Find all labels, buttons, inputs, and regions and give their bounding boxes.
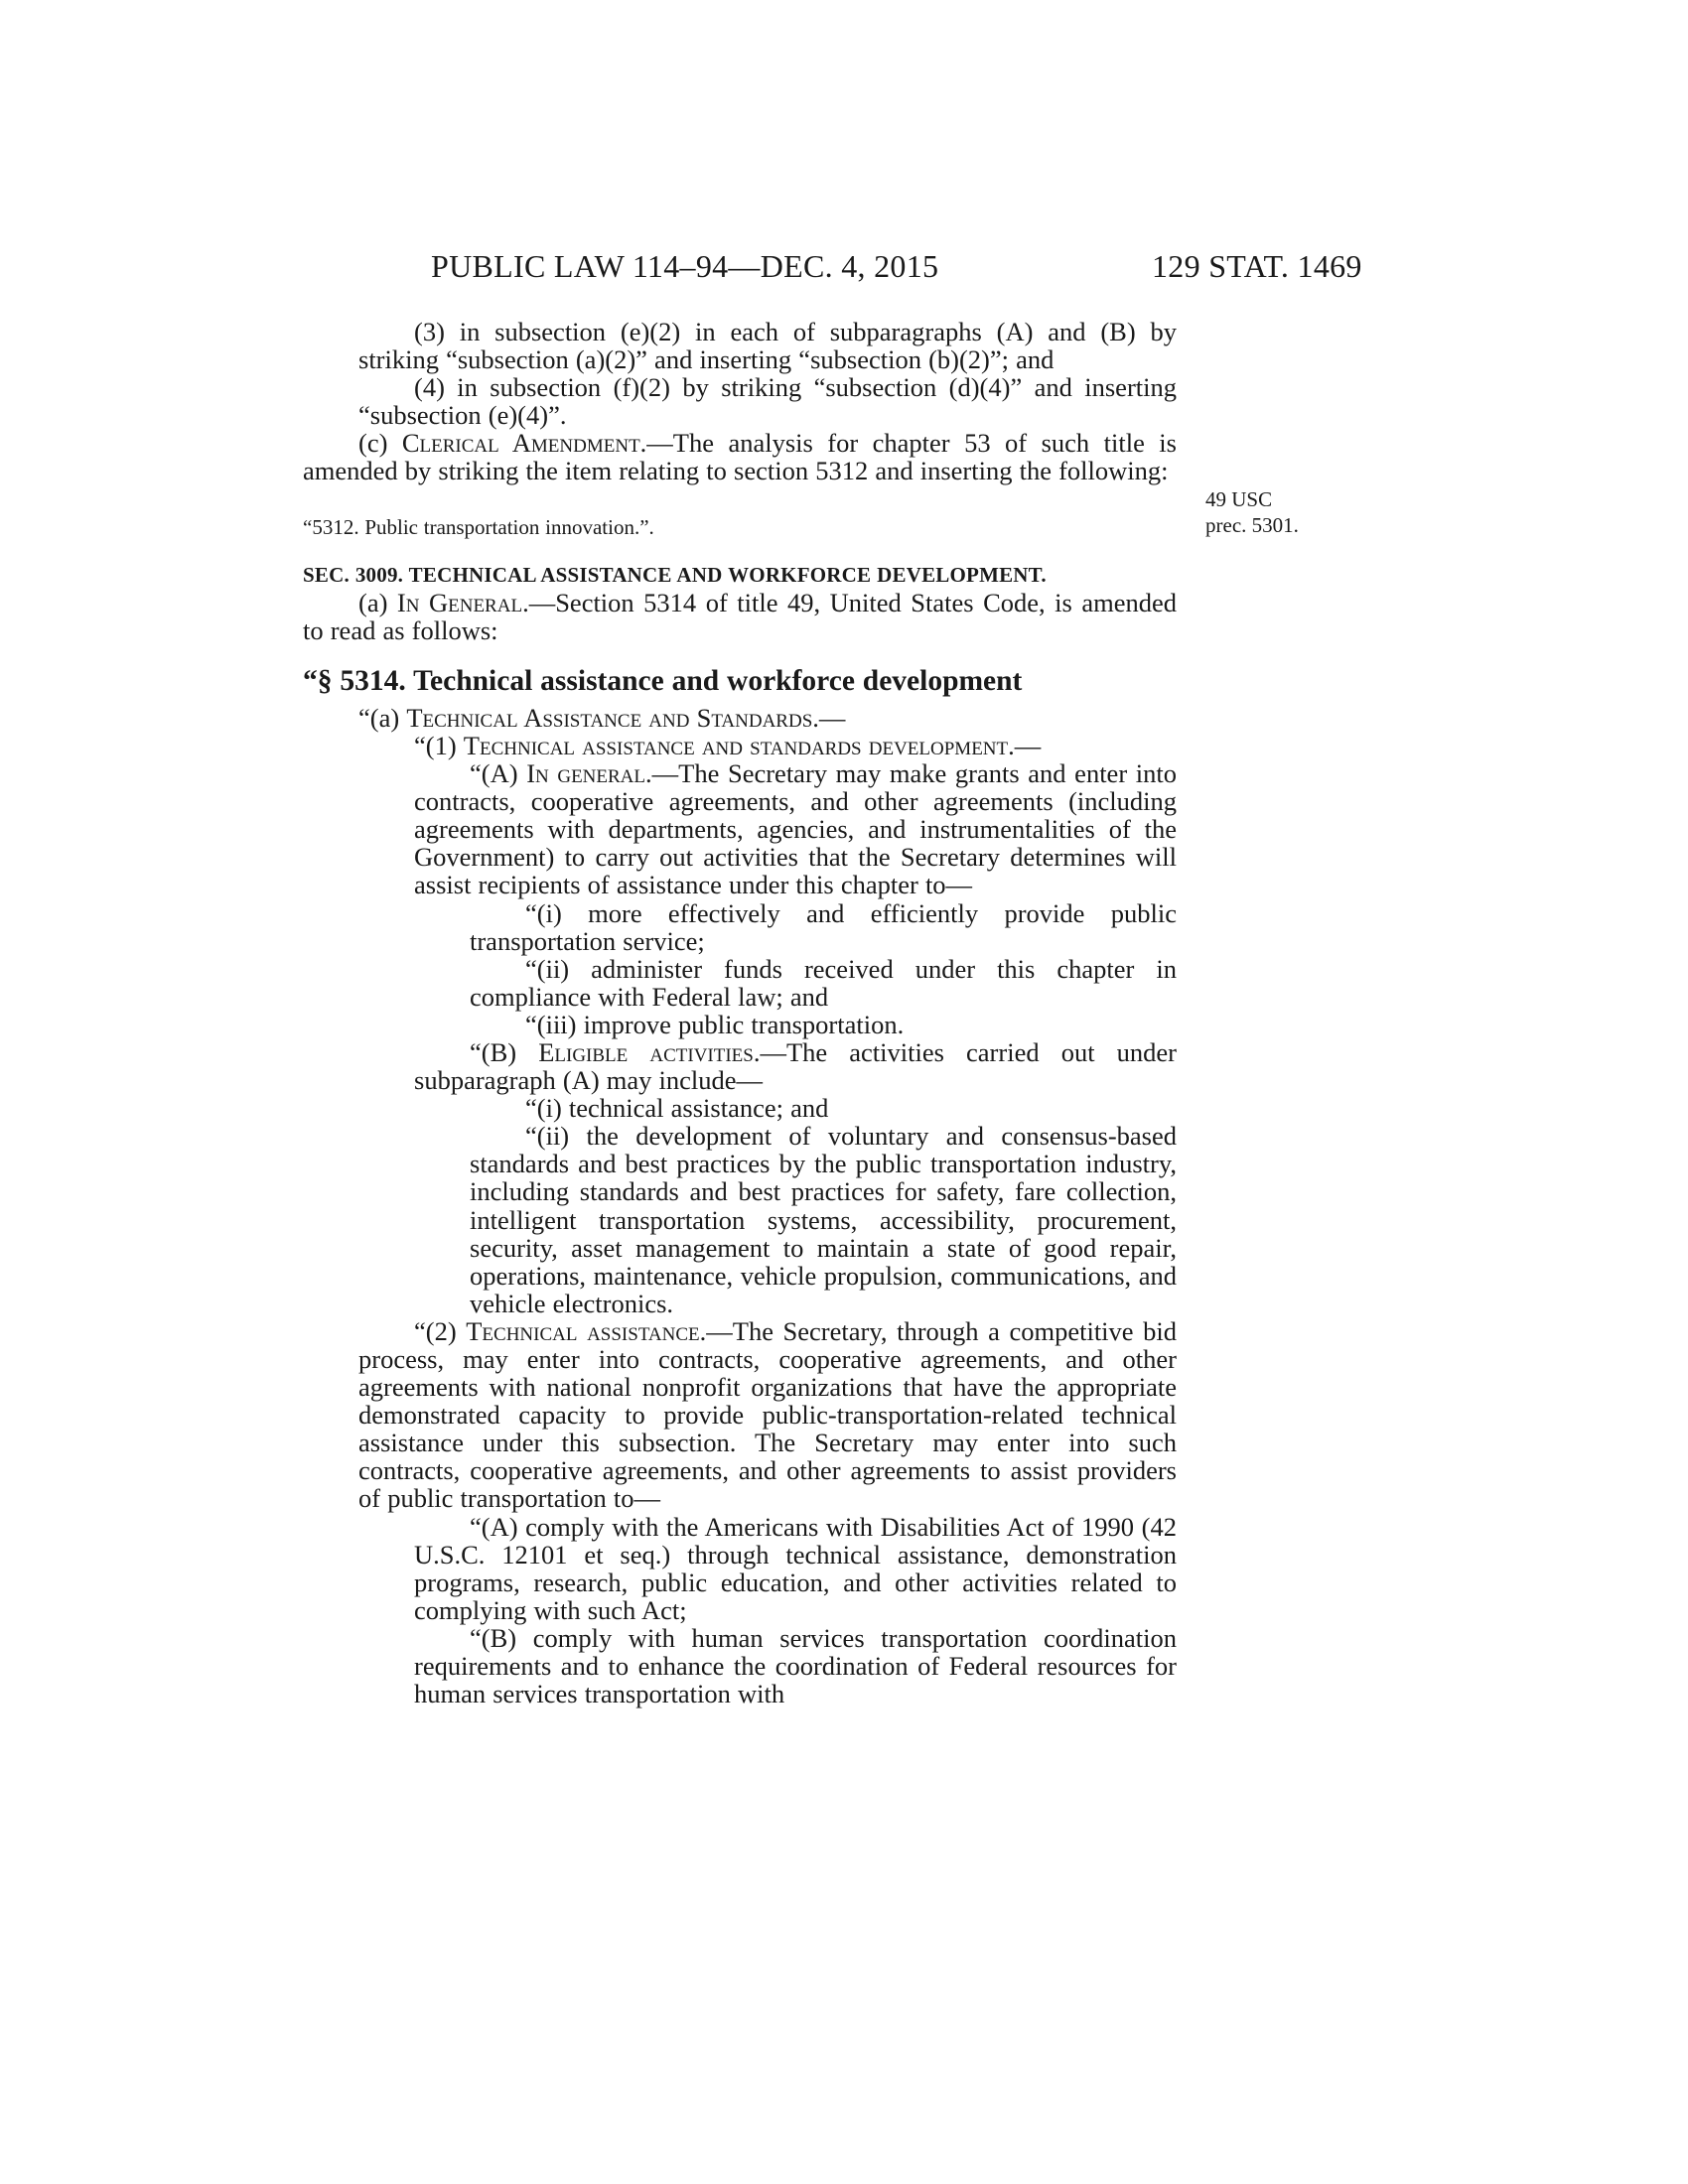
clause-iii: “(iii) improve public transportation.	[525, 1009, 905, 1039]
clause-b-ii: “(ii) the development of voluntary and consensus-based standards and best practices by the public transportation industry, including standards and best practices for safety, fare collection, intelligent transportation systems, accessibility, procurement, security, asset management to maintain a state of good repair, operations, maintenance, vehicle propulsion, communications, and vehicle electronics.	[470, 1121, 1177, 1318]
paragraph-a2	[303, 1317, 1177, 1513]
body-text	[303, 318, 1177, 1707]
clause-ii: “(ii) administer funds received under this chapter in compliance with Federal law; and	[470, 953, 1177, 1012]
paragraph-c-text: .—The analysis for chapter 53 of such title is amended by striking the item relating to section 5312 and inserting the following:	[303, 428, 1177, 486]
subparagraph-a1b-label: “(B)	[470, 1036, 539, 1067]
clause-b-i: “(i) technical assistance; and	[525, 1093, 829, 1124]
subparagraph-a2b: “(B) comply with human services transportation coordination requirements and to enhance the coordination of Federal resources for human services transportation with	[414, 1622, 1177, 1709]
margin-note-line1: 49 USC	[1205, 487, 1273, 511]
clause-i: “(i) more effectively and efficiently provide public transportation service;	[470, 897, 1177, 956]
toc-item: “5312. Public transportation innovation.”.	[303, 514, 654, 539]
paragraph-a1-heading: Technical assistance and standards development	[463, 730, 1009, 760]
paragraph-c-clerical	[303, 429, 1177, 484]
paragraph-a1	[303, 732, 1177, 759]
paragraph-a-label: (a)	[358, 587, 397, 617]
subparagraph-a2a: “(A) comply with the Americans with Disabilities Act of 1990 (42 U.S.C. 12101 et seq.) through technical assistance, demonstration programs, research, public education, and other activities related to complying with such Act;	[414, 1511, 1177, 1625]
paragraph-a1-text: .—	[1008, 730, 1042, 760]
paragraph-a-text: .—Section 5314 of title 49, United States Code, is amended to read as follows:	[303, 587, 1177, 645]
subparagraph-a1b-text: .—The activities carried out under subparagraph (A) may include—	[414, 1036, 1177, 1096]
paragraph-4: (4) in subsection (f)(2) by striking “subsection (d)(4)” and inserting “subsection (e)(4)”.	[358, 372, 1177, 431]
subsection-a	[303, 704, 1177, 732]
paragraph-3: (3) in subsection (e)(2) in each of subparagraphs (A) and (B) by striking “subsection (a)(2)” and inserting “subsection (b)(2)”; and	[358, 317, 1177, 375]
subsection-a-label: “(a)	[358, 702, 407, 733]
section-heading: SEC. 3009. TECHNICAL ASSISTANCE AND WORKFORCE DEVELOPMENT.	[303, 562, 1047, 587]
subparagraph-a1a-label: “(A)	[470, 758, 527, 789]
subparagraph-a1a	[303, 759, 1177, 898]
margin-note	[1205, 486, 1299, 538]
page-number: 129 STAT. 1469	[1152, 248, 1362, 284]
paragraph-a2-heading: Technical assistance	[466, 1315, 700, 1346]
paragraph-a-general	[303, 589, 1177, 644]
subsection-a-text: .—	[812, 702, 846, 733]
subparagraph-a1a-heading: In general	[526, 758, 646, 789]
running-header	[0, 248, 1688, 288]
section-5314-title: “§ 5314. Technical assistance and workforce development	[303, 664, 1023, 697]
paragraph-c-heading: Clerical Amendment	[401, 428, 640, 459]
subparagraph-a1b	[303, 1038, 1177, 1094]
subsection-a-heading: Technical Assistance and Standards	[406, 702, 813, 733]
running-title: PUBLIC LAW 114–94—DEC. 4, 2015	[431, 248, 939, 284]
paragraph-a1-label: “(1)	[414, 730, 464, 760]
paragraph-a-heading: In General	[396, 587, 523, 617]
paragraph-c-label: (c)	[358, 428, 402, 459]
subparagraph-a1a-text: .—The Secretary may make grants and enter into contracts, cooperative agreements, and other agreements (including agreements with departments, agencies, and instrumentalities of the Government) to carry out activities that the Secretary determines will assist recipients of assistance under this chapter to—	[414, 758, 1177, 900]
paragraph-a2-text: .—The Secretary, through a competitive bid process, may enter into contracts, cooperative agreements, and other agreements with national nonprofit organizations that have the appropriate demonstrated capacity to provide public-transportation-related technical assistance under this subsection. The Secretary may enter into such contracts, cooperative agreements, and other agreements to assist providers of public transportation to—	[358, 1315, 1178, 1514]
subparagraph-a1b-heading: Eligible activities	[538, 1036, 754, 1067]
paragraph-a2-label: “(2)	[414, 1315, 467, 1346]
margin-note-line2: prec. 5301.	[1205, 513, 1299, 537]
